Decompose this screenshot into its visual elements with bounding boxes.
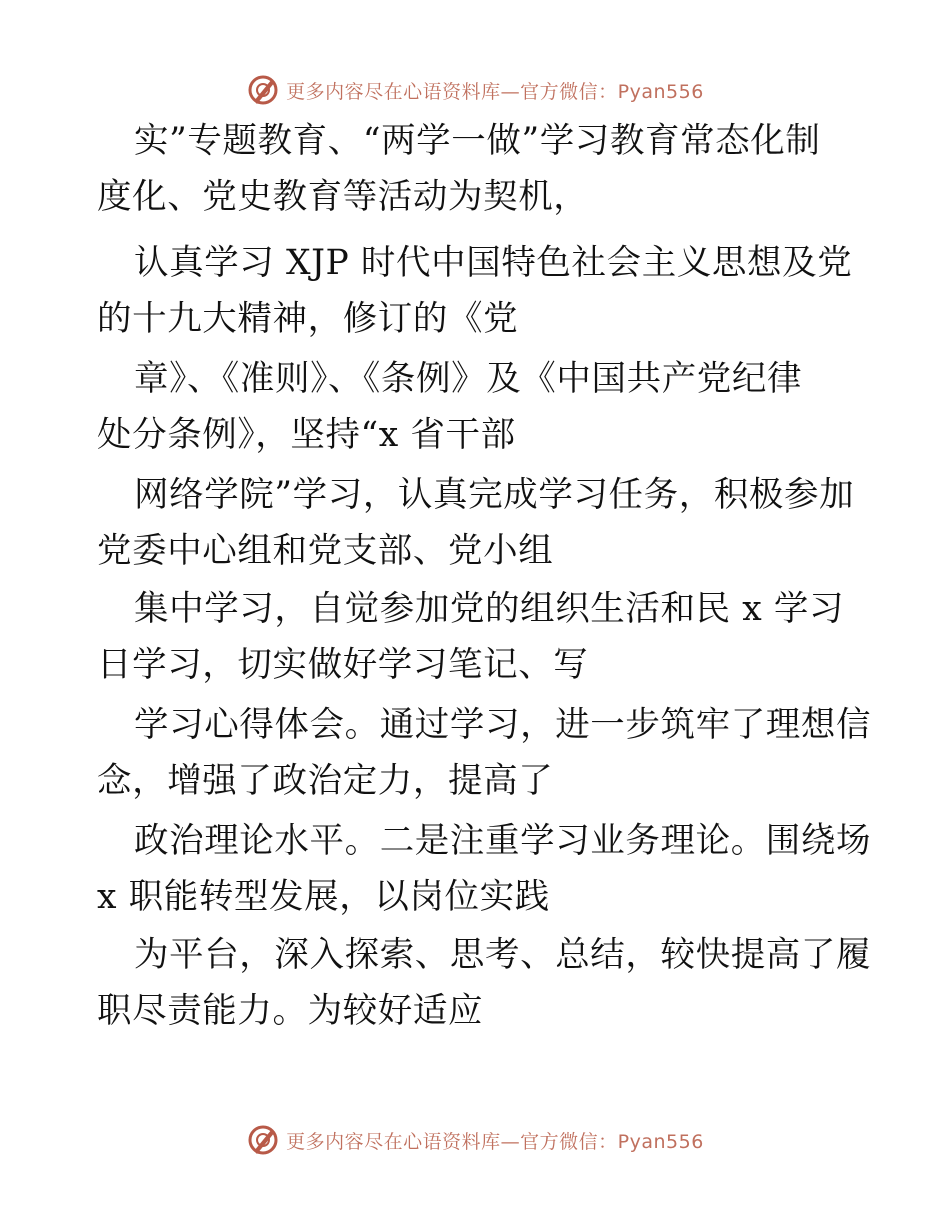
text-line: x 职能转型发展，以岗位实践 — [97, 877, 550, 917]
pen-logo-icon — [246, 1123, 280, 1157]
text-line: 为平台，深入探索、思考、总结，较快提高了履 — [134, 935, 872, 975]
text-line: 认真学习 XJP 时代中国特色社会主义思想及党 — [134, 243, 853, 283]
text-line: 政治理论水平。二是注重学习业务理论。围绕场 — [134, 821, 872, 861]
text-line: 党委中心组和党支部、党小组 — [97, 531, 554, 571]
text-line: 日学习，切实做好学习笔记、写 — [97, 645, 589, 685]
text-line: 处分条例》，坚持“x 省干部 — [97, 415, 516, 455]
text-line: 集中学习，自觉参加党的组织生活和民 x 学习 — [134, 589, 845, 629]
text-line: 度化、党史教育等活动为契机， — [97, 177, 589, 217]
footer-watermark — [0, 1120, 950, 1160]
text-line: 的十九大精神，修订的《党 — [97, 299, 519, 339]
text-line: 实”专题教育、“两学一做”学习教育常态化制 — [134, 121, 821, 161]
text-line: 念，增强了政治定力，提高了 — [97, 761, 554, 801]
header-watermark — [0, 70, 950, 110]
watermark-text: 更多内容尽在心语资料库—官方微信：Pyan556 — [286, 80, 704, 103]
text-line: 职尽责能力。为较好适应 — [97, 991, 484, 1031]
text-line: 网络学院”学习，认真完成学习任务，积极参加 — [134, 475, 855, 515]
text-line: 章》、《准则》、《条例》及《中国共产党纪律 — [134, 359, 803, 399]
text-line: 学习心得体会。通过学习，进一步筑牢了理想信 — [134, 705, 872, 745]
pen-logo-icon — [246, 73, 280, 107]
watermark-text: 更多内容尽在心语资料库—官方微信：Pyan556 — [286, 1130, 704, 1153]
